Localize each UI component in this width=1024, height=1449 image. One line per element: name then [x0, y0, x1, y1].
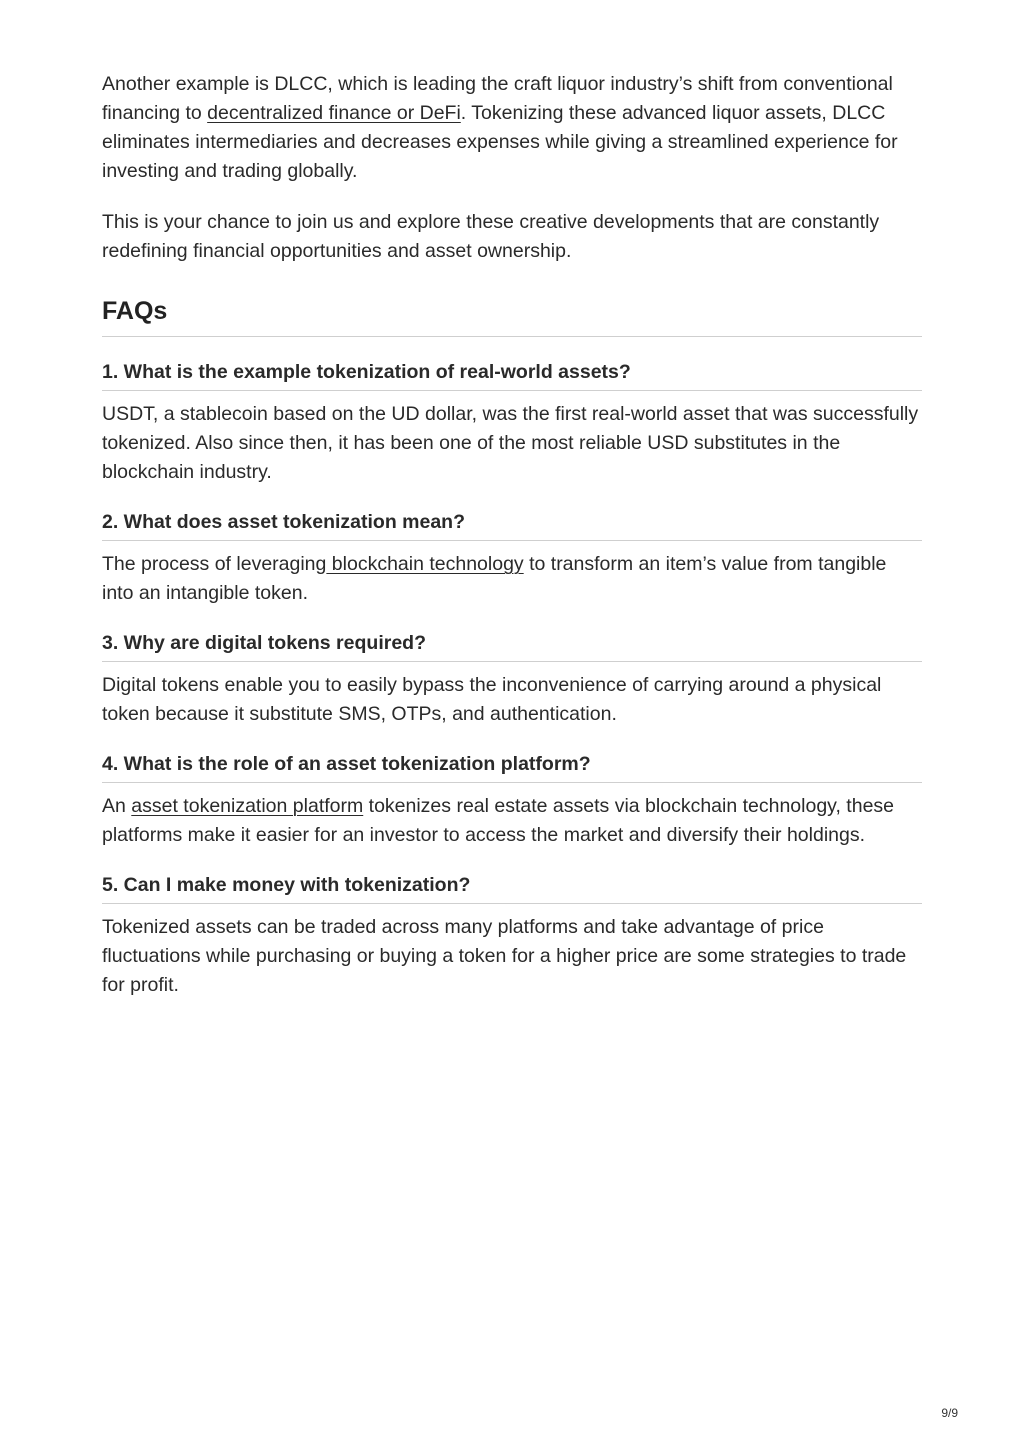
faq-item-3	[102, 630, 922, 729]
faq-answer-4-after-link: tokenizes real estate assets via blockchain technology, these platforms make it easier for an investor to access the market and diversify their holdings.	[102, 795, 895, 846]
intro-text-after-link: . Tokenizing these advanced liquor assets, DLCC eliminates intermediaries and decreases expenses while giving a streamlined experience for investing and trading globally.	[102, 102, 898, 182]
faq-question-5: 5. Can I make money with tokenization?	[102, 872, 922, 904]
intro-text-before-link: Another example is DLCC, which is leading the craft liquor industry’s shift from conventional financing to	[102, 73, 893, 124]
asset-tokenization-platform-link[interactable]: asset tokenization platform	[131, 795, 364, 817]
document-page	[102, 70, 922, 1000]
intro-paragraph-invite: This is your chance to join us and explore these creative developments that are constantly redefining financial opportunities and asset ownership.	[102, 211, 880, 262]
faq-question-3: 3. Why are digital tokens required?	[102, 630, 922, 662]
faq-heading: FAQs	[102, 294, 922, 337]
faq-item-4	[102, 751, 922, 850]
faq-answer-3: Digital tokens enable you to easily bypass the inconvenience of carrying around a physical token because it substitute SMS, OTPs, and authentication.	[102, 674, 882, 725]
faq-item-5	[102, 872, 922, 1000]
faq-answer-2-before-link: The process of leveraging	[102, 553, 327, 575]
faq-answer-2	[102, 550, 922, 608]
faq-answer-4-before-link: An	[102, 795, 132, 817]
page-number: 9/9	[941, 1406, 958, 1420]
faq-answer-4	[102, 792, 922, 850]
faq-answer-2-after-link: to transform an item’s value from tangible into an intangible token.	[102, 553, 887, 604]
faq-item-1	[102, 359, 922, 487]
defi-link[interactable]: decentralized finance or DeFi	[207, 102, 461, 124]
intro-paragraph-dlcc	[102, 70, 922, 186]
blockchain-technology-link[interactable]: blockchain technology	[326, 553, 524, 575]
faq-item-2	[102, 509, 922, 608]
faq-answer-5: Tokenized assets can be traded across many platforms and take advantage of price fluctuations while purchasing or buying a token for a higher price are some strategies to trade for profit.	[102, 916, 907, 996]
faq-answer-1: USDT, a stablecoin based on the UD dollar, was the first real-world asset that was successfully tokenized. Also since then, it has been one of the most reliable USD substitutes in the blockchain industry.	[102, 403, 919, 483]
faq-question-1: 1. What is the example tokenization of real-world assets?	[102, 359, 922, 391]
faq-question-2: 2. What does asset tokenization mean?	[102, 509, 922, 541]
faq-question-4: 4. What is the role of an asset tokenization platform?	[102, 751, 922, 783]
